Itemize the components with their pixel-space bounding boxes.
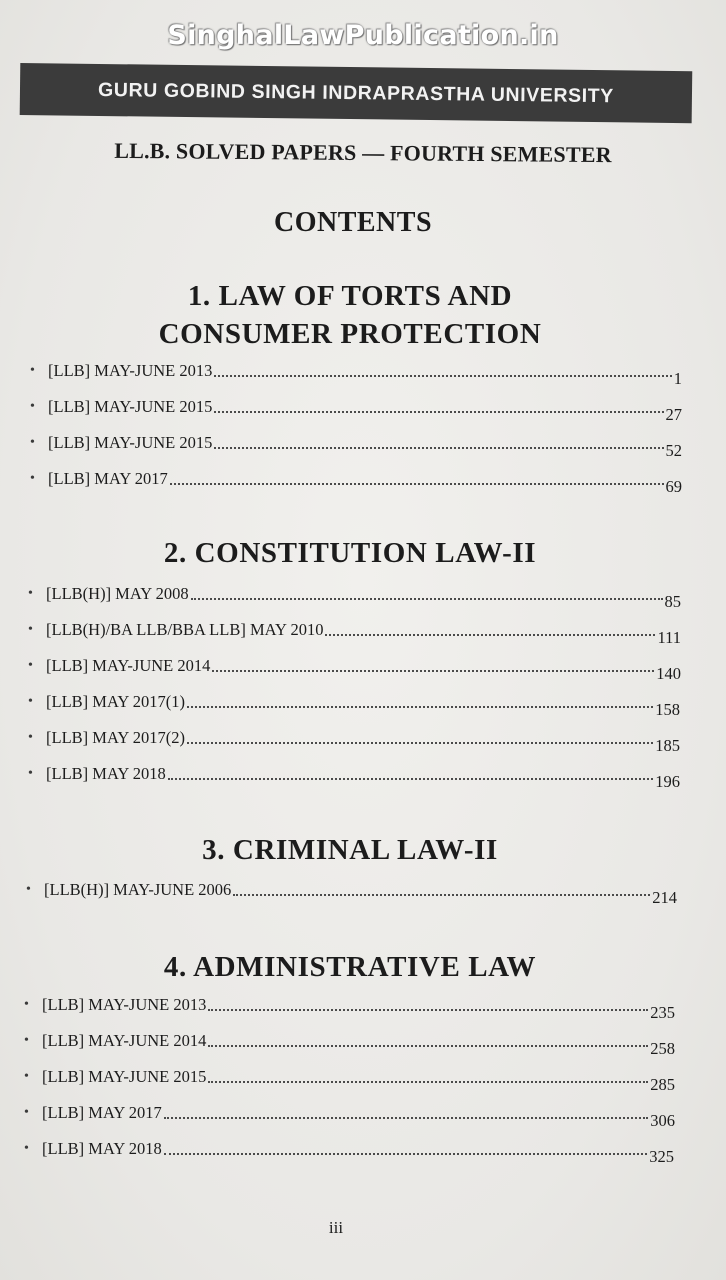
toc-entry[interactable] bbox=[28, 655, 681, 683]
entry-label: [LLB] MAY 2017 bbox=[48, 469, 168, 488]
toc-entry[interactable] bbox=[24, 994, 675, 1022]
bullet-icon: • bbox=[30, 399, 35, 414]
section-3-title bbox=[0, 831, 700, 869]
entry-page-number: 69 bbox=[665, 477, 682, 496]
dot-leader bbox=[208, 1080, 648, 1083]
toc-entry[interactable] bbox=[28, 763, 680, 791]
entry-label: [LLB] MAY-JUNE 2015 bbox=[48, 397, 213, 416]
bullet-icon: • bbox=[24, 997, 29, 1012]
entry-label: [LLB] MAY-JUNE 2014 bbox=[42, 1031, 207, 1050]
entry-page-number: 285 bbox=[650, 1075, 675, 1094]
toc-entry[interactable] bbox=[24, 1102, 675, 1130]
toc-entry[interactable] bbox=[30, 468, 682, 496]
dot-leader bbox=[208, 1008, 648, 1011]
entry-page-number: 52 bbox=[665, 441, 682, 460]
entry-page-number: 158 bbox=[655, 700, 680, 719]
section-1-title-line2: CONSUMER PROTECTION bbox=[158, 318, 542, 350]
dot-leader bbox=[164, 1152, 647, 1155]
bullet-icon: • bbox=[30, 471, 35, 486]
toc-entry[interactable] bbox=[24, 1030, 675, 1058]
book-subtitle: LL.B. SOLVED PAPERS — FOURTH SEMESTER bbox=[114, 137, 612, 168]
toc-entry[interactable] bbox=[28, 619, 681, 647]
toc-entry[interactable] bbox=[30, 360, 682, 388]
entry-label: [LLB] MAY 2018 bbox=[42, 1139, 162, 1158]
entry-label: [LLB] MAY 2017(2) bbox=[46, 728, 186, 747]
dot-leader bbox=[214, 446, 663, 449]
entry-label: [LLB] MAY-JUNE 2013 bbox=[42, 995, 207, 1014]
bullet-icon: • bbox=[28, 586, 33, 601]
bullet-icon: • bbox=[24, 1105, 29, 1120]
dot-leader bbox=[164, 1116, 648, 1119]
entry-page-number: 258 bbox=[650, 1039, 675, 1058]
entry-page-number: 27 bbox=[665, 405, 682, 424]
dot-leader bbox=[170, 482, 664, 485]
toc-entry[interactable] bbox=[28, 583, 681, 611]
toc-entry[interactable] bbox=[28, 691, 680, 719]
bullet-icon: • bbox=[24, 1069, 29, 1084]
bullet-icon: • bbox=[28, 766, 33, 781]
bullet-icon: • bbox=[30, 363, 35, 378]
entry-page-number: 1 bbox=[673, 369, 682, 388]
toc-entry[interactable] bbox=[24, 1138, 674, 1166]
entry-page-number: 111 bbox=[657, 628, 681, 647]
entry-label: [LLB] MAY-JUNE 2013 bbox=[48, 361, 213, 380]
entry-page-number: 235 bbox=[650, 1003, 675, 1022]
entry-label: [LLB(H)] MAY 2008 bbox=[46, 584, 189, 603]
bullet-icon: • bbox=[24, 1141, 29, 1156]
section-1-title bbox=[0, 277, 700, 353]
bullet-icon: • bbox=[28, 730, 33, 745]
section-2-title bbox=[0, 534, 700, 572]
section-1-title-line1: 1. LAW OF TORTS AND bbox=[187, 280, 513, 312]
dot-leader bbox=[191, 597, 663, 600]
section-2-title-line1: 2. CONSTITUTION LAW-II bbox=[163, 537, 537, 569]
entry-page-number: 214 bbox=[652, 888, 677, 907]
bullet-icon: • bbox=[30, 435, 35, 450]
entry-page-number: 85 bbox=[664, 592, 681, 611]
dot-leader bbox=[325, 633, 655, 636]
entry-page-number: 196 bbox=[655, 772, 680, 791]
entry-label: [LLB] MAY-JUNE 2015 bbox=[48, 433, 213, 452]
dot-leader bbox=[168, 777, 653, 780]
dot-leader bbox=[212, 669, 654, 672]
watermark-text: SinghalLawPublication.in bbox=[167, 20, 559, 51]
section-4-title-line1: 4. ADMINISTRATIVE LAW bbox=[163, 951, 537, 983]
entry-page-number: 140 bbox=[656, 664, 681, 683]
university-banner bbox=[20, 63, 693, 123]
page-folio: iii bbox=[328, 1218, 344, 1237]
bullet-icon: • bbox=[28, 694, 33, 709]
dot-leader bbox=[214, 374, 671, 377]
dot-leader bbox=[208, 1044, 648, 1047]
entry-page-number: 325 bbox=[649, 1147, 674, 1166]
bullet-icon: • bbox=[24, 1033, 29, 1048]
entry-label: [LLB(H)] MAY-JUNE 2006 bbox=[44, 880, 232, 899]
dot-leader bbox=[187, 705, 653, 708]
contents-heading: CONTENTS bbox=[273, 207, 433, 238]
toc-entry[interactable] bbox=[30, 432, 682, 460]
bullet-icon: • bbox=[28, 622, 33, 637]
dot-leader bbox=[187, 741, 653, 744]
toc-entry[interactable] bbox=[28, 727, 680, 755]
toc-entry[interactable] bbox=[24, 1066, 675, 1094]
section-3-title-line1: 3. CRIMINAL LAW-II bbox=[202, 834, 498, 866]
dot-leader bbox=[214, 410, 663, 413]
entry-label: [LLB] MAY 2018 bbox=[46, 764, 166, 783]
bullet-icon: • bbox=[26, 882, 31, 897]
bullet-icon: • bbox=[28, 658, 33, 673]
entry-label: [LLB] MAY 2017(1) bbox=[46, 692, 186, 711]
entry-label: [LLB] MAY-JUNE 2014 bbox=[46, 656, 211, 675]
university-name: GURU GOBIND SINGH INDRAPRASTHA UNIVERSITY bbox=[97, 78, 614, 107]
entry-label: [LLB] MAY 2017 bbox=[42, 1103, 162, 1122]
entry-page-number: 306 bbox=[650, 1111, 675, 1130]
entry-page-number: 185 bbox=[655, 736, 680, 755]
entry-label: [LLB] MAY-JUNE 2015 bbox=[42, 1067, 207, 1086]
dot-leader bbox=[233, 893, 650, 896]
toc-entry[interactable] bbox=[30, 396, 682, 424]
entry-label: [LLB(H)/BA LLB/BBA LLB] MAY 2010 bbox=[46, 620, 324, 639]
toc-entry[interactable] bbox=[26, 879, 677, 907]
section-4-title bbox=[0, 948, 700, 986]
